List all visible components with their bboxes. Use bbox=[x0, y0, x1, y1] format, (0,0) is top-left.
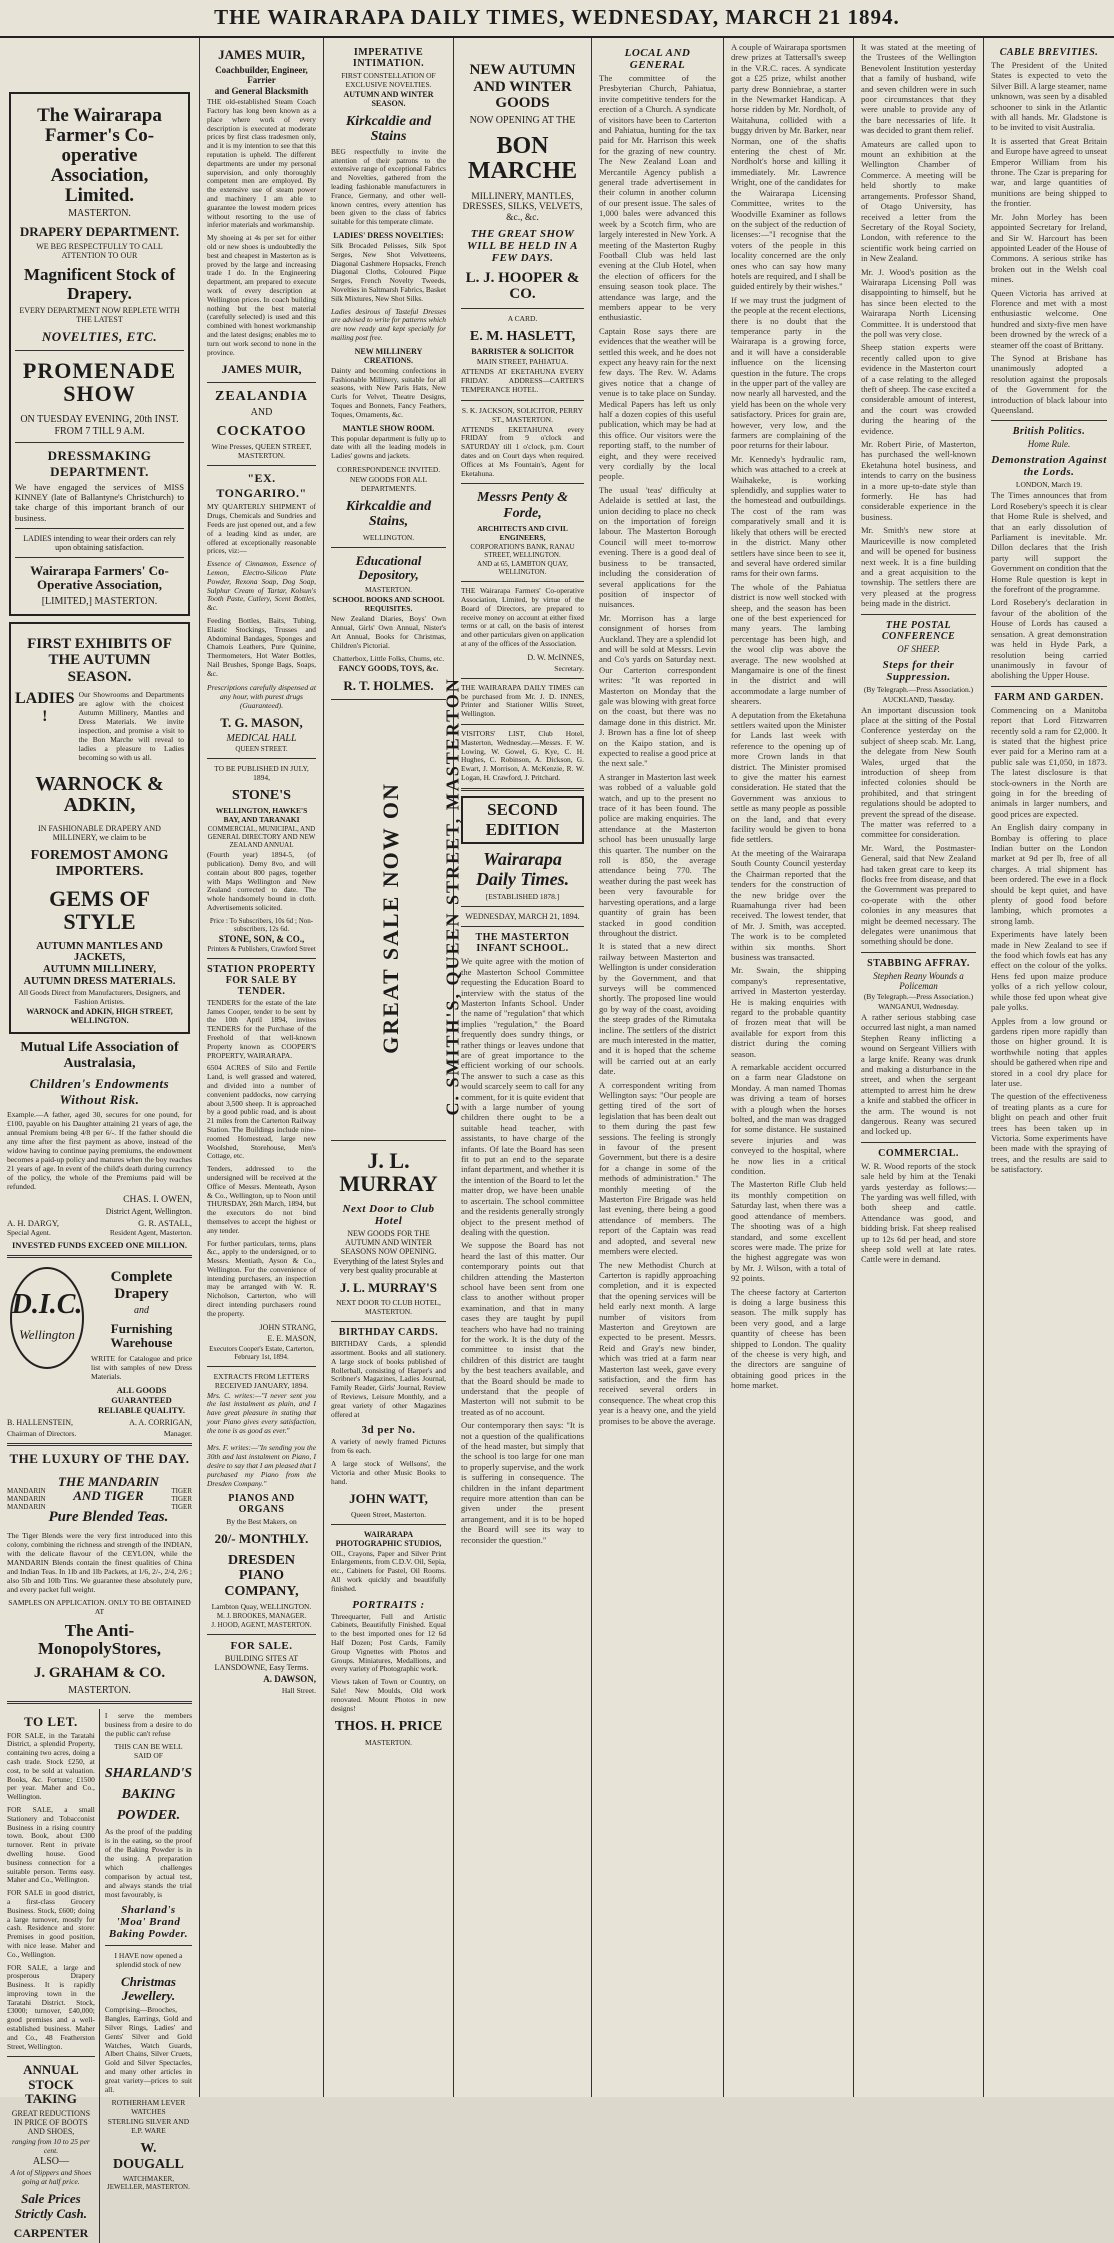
auckland: AUCKLAND, Tuesday. bbox=[882, 694, 955, 704]
further: For further particulars, terms, plans &c., apply to the undersigned, or to Messrs. Mentiath, Ayson & Co., Wellington. For the convenience of intending purchasers, an inspection may be arranged with W. R. Nicholson, Carterton, who will direct intending purchasers round the property. bbox=[207, 1238, 316, 1318]
xmas-store: ROTHERHAM LEVER WATCHES bbox=[111, 2098, 186, 2117]
kirk2-sub: WELLINGTON. bbox=[362, 532, 415, 542]
assoc-name: Wairarapa Farmers' Co-Operative Association, bbox=[30, 563, 169, 593]
local-text3: The usual 'teas' difficulty at Adelaide is settled at last, the union deciding to place no check on the importation of foreign labour. The Masterton Borough Council will meet to-morrow evening. There is a good deal of business to be transacted, including the consideration of several applications for the position of inspector of nuisances. bbox=[599, 484, 716, 610]
xmas-text: Comprising—Brooches, Bangles, Earrings, Gold and Silver Rings, Ladies' and Gents' Silver and Gold Watches, Watch Guards, Albert Chains, Silver Cruets, Gold and Silver Spectacles, and many other articles in great variety—prices to suit all. bbox=[104, 2005, 192, 2094]
birthday: BIRTHDAY CARDS. bbox=[338, 1327, 439, 1339]
hallenstein-title: Chairman of Directors. bbox=[7, 1428, 77, 1438]
gems: GEMS OF STYLE bbox=[49, 886, 150, 935]
stab-tel: (By Telegraph.—Press Association.) bbox=[863, 991, 974, 1001]
assoc-sub: [LIMITED,] MASTERTON. bbox=[41, 595, 158, 607]
dresden-sub: Lambton Quay, WELLINGTON. bbox=[211, 1601, 312, 1611]
mantle-text: This popular department is fully up to date with all the leading models in Ladies' gowns and jackets. bbox=[331, 433, 446, 461]
kirk2: Kirkcaldie and Stains, bbox=[345, 498, 432, 530]
postal-text2: Mr. Ward, the Postmaster-General, said that New Zealand had taken great care to keep its flocks free from disease, and that the Government was prepared to co-operate with the other colonies in any measures that might be deemed necessary. The delegates were unanimous that something should be done. bbox=[861, 842, 976, 947]
column-7 bbox=[854, 38, 984, 2097]
demo-text2: Lord Rosebery's declaration in favour of the abolition of the House of Lords has caused a sensation. A great demonstration was held in Hyde Park, a resolution being carried unanimously in favour of abolishing the Upper House. bbox=[991, 597, 1107, 681]
mutual-heading: Mutual Life Association of Australasia, bbox=[20, 1040, 179, 1071]
c6-text8: A remarkable accident occurred on a farm near Gladstone on Monday. A man named Thomas was driving a team of horses with a plough when the horses bolted, and the man was dragged for some distance. He sustained severe injuries and was conveyed to the hospital, where he now lies in a critical condition. bbox=[731, 1062, 846, 1177]
perrin-sub: ARCHITECTS AND CIVIL ENGINEERS, bbox=[477, 524, 568, 543]
stab-text: A rather serious stabbing case occurred last night, a man named Stephen Reany inflicting a wound on Sergeant Villiers with a large knife. Reany was drunk and making a disturbance in the street, and when the sergeant attempted to arrest him he drew a knife and stabbed the officer in the arm. The wound is not dangerous. Reany was secured and locked up. bbox=[861, 1011, 976, 1137]
perrin-addr: CORPORATION'S BANK, RANAU STREET, WELLINGTON. bbox=[470, 543, 575, 560]
powder: POWDER. bbox=[116, 1808, 181, 1824]
portraits-text: Threequarter, Full and Artistic Cabinets, Beautifully Finished. Equal to the best imported ones for 12 6d Half Dozen; Post Cards, Family Group Vignettes with Photos and Groups. Miniatures, Medallions, and every variety of Photographic work. bbox=[331, 1611, 446, 1674]
extract-text: Mrs. C. writes:—"I never sent you the last instalment as plain, and I have great pleasure in stating that your Piano gives every satisfaction, the tone is as good as ever." Mrs. F. writes:—"In sending you the 30th and last instalment on Piano, I desire to say that I am pleased that I purchased my Piano from the Dresden Company." bbox=[207, 1390, 316, 1488]
kirk-text: BEG respectfully to invite the attention of their patrons to the extensive range of exceptional Fabrics and Novelties, gathered from the leading fashionable manufacturers in France, Germany, and other well-known centres, every attention has been given to the class of fabrics suitable for this temperate climate. bbox=[331, 146, 446, 227]
pure-blended: Pure Blended Teas. bbox=[48, 1509, 169, 1526]
let-ad-4: FOR SALE, a large and prosperous Drapery Business. It is rapidly improving town in the Taratahi District. Stock, £3000; turnover, £40,000; good premises and a well-established business. Maher and Co., 48 Featherston Street, Wellington. bbox=[7, 1962, 95, 2051]
british: British Politics. bbox=[1012, 426, 1086, 438]
edu-place: MASTERTON. bbox=[364, 585, 413, 595]
carpenter: CARPENTER bbox=[13, 2225, 89, 2240]
postal-sub: OF SHEEP. bbox=[897, 643, 940, 654]
mason-place: QUEEN STREET. bbox=[235, 744, 288, 753]
wanganui: WANGANUI, Wednesday. bbox=[878, 1001, 959, 1011]
dic-logo bbox=[7, 1263, 87, 1373]
ladies-dress: LADIES' DRESS NOVELTIES: bbox=[333, 230, 444, 240]
acres-text: 6504 ACRES of Silo and Fertile Land, is well grassed and watered, and divided into a number of convenient paddocks, now carrying about 3,500 sheep. It is approached by a good public road, and is about 21 miles from the Carterton Railway Station. The Buildings include nine-roomed Homestead, large new Woolshed, Storehouse, Men's Cottage, etc. bbox=[207, 1063, 316, 1161]
vertical-sale-1: GREAT SALE NOW ON bbox=[378, 781, 403, 1054]
c6-text6: At the meeting of the Wairarapa South County Council yesterday the Chairman reported that the tenders for the construction of the new bridge over the Ruamahunga river had been received. The lowest tender, that of Mr. J. Smith, was accepted. The work is to be completed within six months. Short business was transacted. bbox=[731, 847, 846, 962]
ladies-text: Our Showrooms and Departments are aglow with the choicest Autumn Millinery, Mantles and Dress Materials. We invite inspection, and promise a visit to the Bon Marche will reveal to ladies a pleasure to Ladies becoming so with us all. bbox=[78, 690, 184, 763]
furnishing: Furnishing Warehouse bbox=[110, 1321, 173, 1351]
and-word: AND bbox=[250, 406, 273, 418]
let-ad-3: FOR SALE in good district, a first-class Grocery Business. Stock, £600; doing a large turnover, mostly for cash. Residence and store: Premises in good position, with nice lease. Maher and Co., Wellington. bbox=[7, 1888, 95, 1959]
mantle: MANTLE SHOW ROOM. bbox=[342, 423, 435, 433]
farm-text2: An English dairy company in Bombay is offering to place Indian butter on the London market at 9d per lb, free of all charges. A trial shipment has been ordered. The ewe in a flock should be kept quiet, and have plenty of good food before lambing, which promotes a strong lamb. bbox=[991, 822, 1107, 926]
to-let-column bbox=[7, 1709, 100, 2243]
dir-price: Price : To Subscribers, 10s 6d ; Non-subscribers, 12s 6d. bbox=[209, 916, 314, 933]
dresden-local: J. HOOD, AGENT, MASTERTON. bbox=[211, 1620, 312, 1629]
dougall: W. DOUGALL bbox=[113, 2141, 184, 2172]
muir-name2: JAMES MUIR, bbox=[221, 362, 302, 377]
stabbing: STABBING AFFRAY. bbox=[867, 957, 970, 969]
cable-text5: The Synod at Brisbane has unanimously adopted a resolution against the proposals of the Government for the introduction of black labour into Queensland. bbox=[991, 352, 1107, 415]
farm-text4: Apples from a low ground or gardens ripen more rapidly than those on higher ground. It is worthwhile noting that apples should be gathered when ripe and stored in a cool dry place for later use. bbox=[991, 1015, 1107, 1088]
baking: BAKING bbox=[121, 1786, 176, 1802]
school: SCHOOL BOOKS AND SCHOOL REQUISITES. bbox=[332, 595, 445, 614]
edu: Educational Depository, bbox=[355, 552, 422, 582]
postal-text: An important discussion took place at the sitting of the Postal Conference yesterday on the subject of sheep scab. Mr. Lang, the delegate from New South Wales, urged that the introduction of sheep from infected colonies should be prohibited, and that stringent regulations should be adopted to prevent the spread of the disease. The matter was referred to a committee for consideration. bbox=[861, 704, 976, 840]
autumn: AUTUMN AND WINTER SEASON. bbox=[343, 90, 434, 108]
hooper: L. J. HOOPER & CO. bbox=[465, 269, 580, 303]
c7-text5: Mr. Robert Pirie, of Masterton, has purchased the well-known Eketahuna hotel business, and intends to carry on the business in a more up-to-date style than formerly. He has had considerable experience in the business. bbox=[861, 439, 976, 522]
murray: J. L. MURRAY bbox=[339, 1147, 438, 1196]
let-ad-1: FOR SALE, in the Taratahi District, a splendid Property, containing two acres, doing a cash trade. Stock £250, at cost, to be sold at valuation. Books, &c. Fortune; £1500 per year. Maher and Co., Wellington. bbox=[7, 1730, 95, 1802]
stock: A large stock of Wellsons', the Victoria and other Music Books to hand. bbox=[331, 1459, 446, 1486]
novelties: NOVELTIES, ETC. bbox=[41, 329, 158, 345]
and-word: and bbox=[134, 1305, 149, 1317]
haslett-addr: MAIN STREET, PAHIATUA. bbox=[476, 357, 569, 367]
sharland-intro: I serve the members business from a desire to do the public can't refuse bbox=[104, 1710, 192, 1738]
mutual-text: Example.—A father, aged 30, secures for one pound, for £100, payable on his Daughter attaining 21 years of age, the annual Premium being 4/8 per 6/-. If the father should die any time after the first payment as above, instead of the widow having to continue paying premiums, the endowment becomes a paid-up policy and matures when the boy reaches 21 years of age. In event of the child's death during currency of the policy, the whole of the Premiums paid will be refunded. bbox=[7, 1110, 192, 1192]
station-heading: STATION PROPERTY FOR SALE BY TENDER. bbox=[207, 963, 316, 997]
sharland-why: THIS CAN BE WELL SAID OF bbox=[114, 1741, 183, 1760]
moa: Sharland's 'Moa' Brand Baking Powder. bbox=[108, 1903, 188, 1940]
cable-text3: Mr. John Morley has been appointed Secretary for Ireland, and Sir W. Harcourt has been appointed Leader of the House of Commons. A serious strike has broken out in the Welsh coal mines. bbox=[991, 211, 1107, 285]
chatterbox: Chatterbox, Little Folks, Chums, etc. bbox=[332, 654, 445, 664]
kirk: Kirkcaldie and Stains bbox=[345, 114, 432, 145]
watt-sub: Queen Street, Masterton. bbox=[351, 1509, 426, 1519]
xmas: Christmas Jewellery. bbox=[120, 1973, 176, 2004]
muir-name: JAMES MUIR, bbox=[218, 47, 305, 62]
strang: JOHN STRANG, bbox=[259, 1322, 316, 1332]
dresden: DRESDEN PIANO COMPANY, bbox=[224, 1552, 299, 1599]
date-line: WEDNESDAY, MARCH 21, 1894. bbox=[465, 912, 580, 922]
views: Views taken of Town or Country, on Sale! New Moulds, Old work renovated. Mount Photos in new designs! bbox=[331, 1677, 446, 1713]
shipment: MY QUARTERLY SHIPMENT of Drugs, Chemicals and Sundries and Feeds are just opened out, and a few of a leading kind as under, are offered at exceptionally reasonable prices, viz:— bbox=[207, 502, 316, 556]
dargy-name: A. H. DARGY, bbox=[7, 1218, 60, 1229]
cable-text2: It is asserted that Great Britain and Europe have agreed to unseat Emperor William from his throne. The Czar is preparing for war, and large quantities of munitions are being shipped to the frontier. bbox=[991, 135, 1107, 209]
luxury: THE LUXURY OF THE DAY. bbox=[9, 1450, 190, 1466]
gems-1: AUTUMN MANTLES AND JACKETS, bbox=[36, 941, 163, 964]
directory: COMMERCIAL, MUNICIPAL, AND GENERAL DIRECTORY AND NEW ZEALAND ANNUAL bbox=[207, 825, 316, 850]
infant-text3: Our contemporary then says: "It is not a question of the qualifications of the head master, but simply that the school is too large for one man to properly supervise, and the work is suffering in consequence. The children in the infant department require more attention than can be given under the present arrangement, and it is to be hoped the Board will see its way to reconsider the question." bbox=[461, 1420, 584, 1545]
magnificent-heading: Magnificent Stock of Drapery. bbox=[23, 264, 176, 303]
tongariro: "EX. TONGARIRO." bbox=[216, 471, 307, 501]
c6-text7: Mr. Swain, the shipping company's representative, arrived in Masterton yesterday. He is making enquiries with regard to the probable quantity of frozen meat that will be available for export from this district during the coming season. bbox=[731, 965, 846, 1059]
ladies-heading: LADIES ! bbox=[15, 690, 75, 725]
novelty-list: Silk Brocaded Pelisses, Silk Spot Serges, New Shot Velvetteens, Diagonal Cashmere Hopsacks, French Diagonal Cloths, Coloured Pique Serges, French Novelty Tweeds, Novelties in Saltmarsh Fabrics, Basket Silk Mixtures, New Shot Silks. bbox=[331, 240, 446, 303]
xmas-intro: I HAVE now opened a splendid stock of new bbox=[114, 1950, 183, 1969]
warnock-ad bbox=[9, 622, 190, 1034]
demonstration: Demonstration Against the Lords. bbox=[991, 454, 1107, 479]
holmes: R. T. HOLMES. bbox=[343, 678, 434, 694]
farm-text5: The question of the effectiveness of treating plants as a cure for blight on peach and other fruit trees has been taken up in Victoria. Some experiments have been made with the spraying of trees, and the results are said to be satisfactory. bbox=[991, 1091, 1107, 1175]
photo: WAIRARAPA PHOTOGRAPHIC STUDIOS, bbox=[335, 1529, 442, 1548]
mason2-sub: Executors Cooper's Estate, Carterton, February 1st, 1894. bbox=[209, 1344, 314, 1361]
sale-prices: Sale Prices Strictly Cash. bbox=[14, 2191, 88, 2221]
annual-sub: GREAT REDUCTIONS IN PRICE OF BOOTS AND SHOES, bbox=[11, 2109, 91, 2137]
stones: STONE'S bbox=[232, 787, 291, 803]
murray-name: J. L. MURRAY'S bbox=[339, 1279, 438, 1295]
columns bbox=[0, 38, 1114, 2240]
commercial: COMMERCIAL. bbox=[878, 1147, 959, 1159]
mutual-ad bbox=[7, 1040, 192, 1250]
price-h: THOS. H. PRICE bbox=[334, 1719, 443, 1735]
promenade-heading: PROMENADE SHOW bbox=[22, 358, 177, 407]
corrigan-title: Manager. bbox=[163, 1428, 192, 1438]
to-let: TO LET. bbox=[24, 1713, 78, 1729]
drapery-heading: DRAPERY DEPARTMENT. bbox=[19, 223, 180, 239]
bon-marche: BON MARCHE bbox=[467, 132, 578, 184]
sharland: SHARLAND'S bbox=[104, 1765, 192, 1781]
extracts: EXTRACTS FROM LETTERS RECEIVED JANUARY, 1894. bbox=[213, 1371, 310, 1390]
corresp: CORRESPONDENCE INVITED. bbox=[336, 464, 441, 474]
c6-text9: The Masterton Rifle Club held its monthly competition on Saturday last, when there was a good attendance of members. The shooting was of a high standard, and some excellent scores were made. The prize for the highest aggregate was won by Mr. J. Wilson, with a total of 92 points. bbox=[731, 1179, 846, 1284]
demo-text: The Times announces that from Lord Rosebery's speech it is clear that Home Rule is shelved, and that an early dissolution of Parliament is inevitable. Mr. Dillon declares that the Irish party will support the Government on condition that the Home Rule question is kept in the forefront of the programme. bbox=[991, 490, 1107, 595]
watt: JOHN WATT, bbox=[349, 1491, 428, 1507]
dressmaking-text: We have engaged the services of MISS KINNEY (late of Ballantyne's Christchurch) to take charge of this important branch of our business. bbox=[15, 481, 184, 523]
all-goods: ALL GOODS GUARANTEED RELIABLE QUALITY. bbox=[97, 1384, 186, 1415]
cable-text: The President of the United States is expected to veto the Silver Bill. A large steamer, name unknown, was seen by a disabled schooner to sink in the Atlantic with all hands. Mr. Gladstone is to be invited to visit Australia. bbox=[991, 60, 1107, 133]
mill-text: Dainty and becoming confections in Fashionable Millinery, suitable for all seasons, with New Paris Hats, New Curls for Velvet, Theatre Designs, Toques and Bonnets, Fancy Feathers, Toques, Ornaments, &c. bbox=[331, 365, 446, 419]
let-ad-2: FOR SALE, a small Stationery and Tobacconist Business in a rising country town. Book, about £300 turnover. Rent in private dwelling house. Good business connection for a suitable person. Terms easy. Maher and Co., Wellington. bbox=[7, 1804, 95, 1885]
for-sale: FOR SALE. bbox=[230, 1639, 293, 1652]
tea-right: TIGER TIGER TIGER bbox=[171, 1486, 192, 1511]
murray-text2: Everything of the latest Styles and very best quality procurable at bbox=[333, 1256, 444, 1275]
promenade-time: FROM 7 TILL 9 A.M. bbox=[54, 425, 145, 437]
dawson-sub: Hall Street. bbox=[281, 1685, 316, 1695]
write-text: WRITE for Catalogue and price list with samples of new Dress Materials. bbox=[91, 1353, 192, 1381]
postal-heading: THE POSTAL CONFERENCE bbox=[881, 619, 956, 642]
c6-text4: The whole of the Pahiatua district is now well stocked with sheep, and the season has been one of the best experienced for many years. The lambing percentage has been high, and the wool clip was above the average. The new woolshed at Mangamaire is one of the finest in the district and will accommodate a large number of shearers. bbox=[731, 581, 846, 707]
stone-son: STONE, SON, & CO., bbox=[218, 933, 305, 944]
zealandia: ZEALANDIA bbox=[214, 388, 308, 404]
home-rule: Home Rule. bbox=[1027, 439, 1071, 450]
antimonopoly: The Anti-MonopolyStores, bbox=[38, 1620, 161, 1659]
corrigan: A. A. CORRIGAN, bbox=[129, 1417, 192, 1427]
millinery: NEW MILLINERY CREATIONS. bbox=[354, 346, 423, 365]
directory-text: (Fourth year) 1894-5, (of publication). Demy 8vo, and will contain about 800 pages, together with Maps Wellington and New Zealand corrected to date. The whole handsomely bound in cloth. Advertisements solicited. bbox=[207, 850, 316, 912]
infant-text: We quite agree with the motion of the Masterton School Committee requesting the Education Board to interview with the status of the Masterton Infants School. Under the name of "regulation" that which implies "regulation," the Board frequently does sundry things, or rather things or leaves undone that are of great importance to the efficient working of our schools. The answer to such a case as this would scarcely seem to call for any comment, for it is quite evident that with a large number of young children there ought to be a suitable head teacher, with assistants, to have charge of the infants. Of late the Board has seen fit to put an end to the separate infant department, and whether it is the intention of the Board to let the matter drop, we have been unable to ascertain. The school committee and the residents generally strongly object to the present method of dealing with the question. bbox=[461, 956, 584, 1237]
column-4 bbox=[454, 38, 592, 2097]
gems-2: AUTUMN MILLINERY, bbox=[42, 964, 156, 976]
dargy-title: Special Agent. bbox=[7, 1228, 51, 1238]
column-3 bbox=[324, 38, 463, 2097]
telegraph: (By Telegraph.—Press Association.) bbox=[863, 684, 974, 694]
perrin-2: AND at 65, LAMBTON QUAY, WELLINGTON. bbox=[477, 560, 568, 577]
foremost: FOREMOST AMONG IMPORTERS. bbox=[30, 848, 169, 879]
tea-text: The Tiger Blends were the very first introduced into this colony, combining the richness and strength of the INDIAN, with the delicate flavour of the CEYLON, while the MANDARIN Blends contain the finest qualities of China and Indian Teas. In 1lb and 1lb Packets, at 1/6, 2/-, 2/4, 2/6 ; also 5lb and 10lb Tins. We guarantee these absolutely pure, and every packet full weight. bbox=[7, 1530, 192, 1594]
eketahuna: ATTENDS EKETAHUNA every FRIDAY from 9 o'clock and SATURDAY till 1 o'clock, p.m. Court dates and on Court days when required. Offices at Ms Fountain's, Agent for Eketahuna. bbox=[461, 424, 584, 478]
coop-text: THE Wairarapa Farmers' Co-operative Association, Limited, by virtue of the Board of Directors, are prepared to receive money on account at either fixed terms or at call, on the basis of interest and other particulars given on application at any of the offices of the Association. bbox=[461, 586, 584, 648]
haslett-note: ATTENDS AT EKETAHUNA EVERY FRIDAY. ADDRESS—CARTER'S TEMPERANCE HOTEL. bbox=[461, 367, 584, 394]
astall-title: Resident Agent, Masterton. bbox=[109, 1228, 192, 1238]
column-8 bbox=[984, 38, 1114, 2097]
farmers-place: MASTERTON. bbox=[68, 207, 131, 219]
complete-drapery: Complete Drapery bbox=[110, 1269, 173, 1302]
steps: Steps for their Suppression. bbox=[882, 658, 955, 683]
c7-text3: Mr. J. Wood's position as the Wairarapa Licensing Poll was disappointing to himself, but he has since been elected to the Wairarapa North Licensing Committee. It is understood that the poll was very close. bbox=[861, 266, 976, 339]
annual-range: ranging from 10 to 25 per cent. bbox=[12, 2137, 90, 2156]
haslett-sub: BARRISTER & SOLICITOR bbox=[471, 347, 574, 357]
stabbing-sub: Stephen Reany Wounds a Policeman bbox=[873, 970, 964, 991]
farm-text: Commencing on a Manitoba report that Lord Fitzwarren recently sold a ram for £2,000. It is stated that the highest price ever paid for a Merino ram at a public sale was £1,050, in 1873. The latest disclosure is that stock-owners in the North are going in for the breeding of animals in larger numbers, and good prices are expected. bbox=[991, 704, 1107, 819]
daily-note: THE WAIRARAPA DAILY TIMES can be purchased from Mr. J. D. INNES, Printer and Stationer Willis Street, Wellington. bbox=[461, 682, 584, 719]
ladies-line: LADIES intending to wear their orders can rely upon obtaining satisfaction. bbox=[23, 534, 176, 553]
pianos: PIANOS AND ORGANS bbox=[228, 1493, 295, 1516]
commercial-text: W. R. Wood reports of the stock sale held by him at the Tenaki yards yesterday as follows:—The yarding was well filled, with both sheep and cattle. Attendance was good, and bidding brisk. Fat sheep realised up to 12s 6d per head, and store sheep sold well at late rates. Cattle were in demand. bbox=[861, 1160, 976, 1265]
paper-name: Wairarapa Daily Times. bbox=[475, 848, 570, 889]
bon-etc: &c., &c. bbox=[506, 212, 539, 223]
infant-heading: THE MASTERTON INFANT SCHOOL. bbox=[475, 932, 570, 955]
sharland-column bbox=[105, 1709, 192, 2243]
price-place: MASTERTON. bbox=[364, 1737, 413, 1747]
c6-text5: A deputation from the Eketahuna settlers waited upon the Minister for Lands last week with reference to the opening up of more Crown lands in that district. The Minister promised to give the matter his earnest consideration. He stated that the Government was anxious to settle as many people as possible on the land, and that every facility would be given to bona fide settlers. bbox=[731, 709, 846, 845]
column-5 bbox=[592, 38, 724, 2097]
edu-list: New Zealand Diaries, Boys' Own Annual, Girls' Own Annual, Nister's Art Annual, Books for Christmas, Children's Pictorial. bbox=[331, 614, 446, 650]
gems-note: All Goods Direct from Manufacturers, Designers, and Fashion Artistes. bbox=[18, 988, 181, 1007]
local-text2: Captain Rose says there are evidences that the weather will be settled this week, and he does not expect any heavy rain for the next few days. The Rev. W. Adams gives notice that a change of venue is to take place on Sunday. Medical Papers has left us only half a dozen copies of this useful publication, which may be had at this office. Our visitors were the reporting staff, to the number of eight, and they were received very cordially by the local people. bbox=[599, 325, 716, 482]
astall-name: G. R. ASTALL, bbox=[138, 1218, 192, 1229]
mcinnes-sub: Secretary. bbox=[554, 663, 584, 673]
also: ALSO— bbox=[32, 2156, 69, 2168]
farmers-ad bbox=[9, 92, 190, 616]
mcinnes: D. W. McINNES, bbox=[527, 652, 584, 662]
prescriptions: Prescriptions carefully dispensed at any hour, with purest drugs (Guaranteed). bbox=[207, 682, 316, 710]
imperative: IMPERATIVE INTIMATION. bbox=[352, 47, 425, 69]
local-text7: A correspondent writing from Wellington says: "Our people are getting tired of the sort of legislation that has been dealt out to them during the past few sessions. The feeling is strongly in favour of the present Government, but there is a desire for a change in some of the methods of administration." The monthly meeting of the Masterton Fire Brigade was held last evening, there being a good attendance of members. The report of the Captain was read and adopted, and several new members were elected. bbox=[599, 1079, 716, 1257]
murray-loc: NEXT DOOR TO CLUB HOTEL, MASTERTON. bbox=[336, 1298, 441, 1317]
variety: A variety of newly framed Pictures from 6s each. bbox=[331, 1437, 446, 1456]
warnock-sub: IN FASHIONABLE DRAPERY AND MILLINERY, we claim to be bbox=[38, 824, 161, 843]
c7-text2: Amateurs are called upon to mount an exhibition at the Wellington Chamber of Commerce. A meeting will be held shortly to make arrangements. Professor Shand, of Otago University, has received a letter from the Secretary of the Royal Society, London, with reference to the scientific work being carried on in New Zealand. bbox=[861, 138, 976, 264]
c6-text10: The cheese factory at Carterton is doing a large business this season. The milk supply has been very good, and a large quantity of cheese has been shipped to London. The quality of the cheese is very high, and the directors are sanguine of obtaining good prices in the home market. bbox=[731, 1286, 846, 1391]
established: [ESTABLISHED 1878.] bbox=[485, 892, 560, 902]
xmas-store2: STERLING SILVER AND E.P. WARE bbox=[107, 2117, 190, 2136]
mutual-sub: Children's Endowments Without Risk. bbox=[29, 1076, 170, 1108]
portraits: PORTRAITS : bbox=[352, 1598, 425, 1611]
hallenstein: B. HALLENSTEIN, bbox=[7, 1417, 73, 1427]
invested: INVESTED FUNDS EXCEED ONE MILLION. bbox=[12, 1240, 187, 1251]
local-text: The committee of the Presbyterian Church, Pahiatua, invite competitive tenders for the erection of a Church. A syndicate of visitors have been to Carterton and Pahiatua, hunting for the tax paid for Mr. Harrison this week for the grazing of new country. The New Zealand Loan and Mercantile Agency publish a general trade advertisement in their column in another column of our present issue. The sales of 1,000 bales were advanced this week by a Scotch firm, who are largely interested in New York. A meeting of the Masterton Rugby Football Club was held last evening at the Club Hotel, when the election of officers for the ensuing season took place. The attendance was large, and the members appear to be very enthusiastic. bbox=[599, 73, 716, 323]
farm: FARM AND GARDEN. bbox=[994, 691, 1104, 703]
vertical-sale-2: C. SMITH'S, QUEEN STREET, MASTERTON bbox=[442, 676, 463, 1116]
cable-heading: CABLE BREVITIES. bbox=[999, 47, 1099, 58]
photo-text: OIL, Crayons, Paper and Silver Print Enlargements, from C.D.V. Oil, Sepia, etc., Cabinets for Pastel, Oil Rooms. All work quickly and beautifully finished. bbox=[331, 1548, 446, 1593]
monthly: 20/- MONTHLY. bbox=[214, 1531, 309, 1547]
warnock-address: WARNOCK and ADKIN, HIGH STREET, WELLINGTON. bbox=[26, 1007, 173, 1026]
farm-text3: Experiments have lately been made in New Zealand to see if the food which fowls eat has any effect on the colour of the yolks. Hens fed upon maize produce yolks of a rich yellow colour, while those fed upon wheat give pale yolks. bbox=[991, 929, 1107, 1013]
birthday-text: BIRTHDAY Cards, a splendid assortment. Books and all stationery. A large stock of books published of Rollerball, consisting of Harper's and Scribner's Magazines, Ladies Journal, Family Reader, Girls' Journal, Review of Reviews, Leisure Monthly, and a great variety of other Magazines offered at bbox=[331, 1339, 446, 1419]
stone-son-sub: Printers & Publishers, Crawford Street bbox=[207, 944, 316, 953]
station-text: TENDERS for the estate of the late James Cooper, tender to be sent by the 10th April 1894, invites TENDERS for the Purchase of the Freehold of that well-known Property known as COOPER'S PROPERTY, WAIRARAPA. bbox=[207, 997, 316, 1060]
drapery-intro: WE BEG RESPECTFULLY TO CALL ATTENTION TO OUR bbox=[36, 241, 163, 260]
muir-text: THE old-established Steam Coach Factory has long been known as a place where work of every description is executed at moderate prices by first class tradesmen only, and it is my intention to see that this reputation is upheld. The different departments are under my personal supervision, and only thoroughly competent men are employed. By the extensive use of steam power and machinery I am able to guarantee the lowest modern prices without resorting to the use of inferior materials and workmanship. bbox=[207, 97, 316, 230]
cockatoo-sub: Wine Presses, QUEEN STREET, MASTERTON. bbox=[211, 442, 312, 461]
column-1 bbox=[0, 38, 200, 2240]
column-2 bbox=[200, 38, 324, 2097]
now-opening: NOW OPENING AT THE bbox=[469, 114, 576, 126]
dresden-mgr: M. J. BROOKES, MANAGER. bbox=[216, 1611, 307, 1620]
london: LONDON, March 19. bbox=[1015, 480, 1083, 490]
jackson: S. K. JACKSON, SOLICITOR, PERRY ST., MASTERTON. bbox=[461, 405, 584, 424]
first-const: FIRST CONSTELLATION OF EXCLUSIVE NOVELTIES. bbox=[341, 71, 436, 89]
owen-title: District Agent, Wellington. bbox=[105, 1207, 192, 1217]
card: A CARD. bbox=[507, 313, 538, 323]
samples: SAMPLES ON APPLICATION. ONLY TO BE OBTAINED AT bbox=[8, 1597, 191, 1616]
owen-name: CHAS. I. OWEN, bbox=[123, 1195, 192, 1206]
c7-text1: It was stated at the meeting of the Trustees of the Wellington Benevolent Institution yesterday that a family of husband, wife and seven children were in such poor circumstances that they were unable to provide any of the bare necessaries of life. It was decided to grant them relief. bbox=[861, 42, 976, 136]
feeding: Feeding Bottles, Baits, Tubing, Elastic Stockings, Trusses and Abdominal Bandages, Sponges and Chamois Leathers, Pure Quinine, Thermometers, Hot Water Bottles, Nail Brushes, Sponge Bags, Soaps, &c. bbox=[207, 615, 316, 678]
dawson: A. DAWSON, bbox=[263, 1673, 316, 1684]
published: TO BE PUBLISHED IN JULY, 1894, bbox=[214, 763, 309, 782]
mason2: E. E. MASON, bbox=[267, 1333, 316, 1343]
local-text6: It is stated that a new direct railway between Masterton and Wellington is under consideration by the Government, and that surveys will be commenced shortly. The proposed line would go by way of the coast, avoiding the steep grades of the Rimutaka incline. The settlers of the district are much interested in the matter, and it is hoped that the scheme will be carried out at an early date. bbox=[599, 941, 716, 1077]
per-no: 3d per No. bbox=[361, 1424, 416, 1437]
graham-place: MASTERTON. bbox=[68, 1684, 131, 1696]
dougall-sub: WATCHMAKER, JEWELLER, MASTERTON. bbox=[106, 2175, 190, 2192]
exhib-heading: FIRST EXHIBITS OF THE AUTUMN SEASON. bbox=[27, 635, 172, 685]
dic-city: Wellington bbox=[19, 1327, 75, 1343]
infant-text2: We suppose the Board has not heard the last of this matter. Our contemporary points out that children attending the Masterton school have been sent from one class to another without proper examination, and that in many cases they are taught by pupil teachers who have had no training for the work. It is the duty of the committee to insist that the children of this district are taught by the best teachers available, and that the Board should be made to understand that the people of Masterton will not submit to be treated as of no account. bbox=[461, 1240, 584, 1417]
warnock-name: WARNOCK & ADKIN, bbox=[35, 773, 164, 817]
new-goods: NEW GOODS FOR ALL DEPARTMENTS. bbox=[349, 474, 428, 493]
cockatoo: COCKATOO bbox=[216, 423, 307, 439]
local-heading: LOCAL AND GENERAL bbox=[624, 47, 691, 71]
new-autumn: NEW AUTUMN AND WINTER GOODS bbox=[469, 62, 576, 111]
bon-list: MILLINERY, MANTLES, DRESSES, SILKS, VELVETS, bbox=[462, 191, 583, 212]
mason-sub: MEDICAL HALL bbox=[226, 732, 297, 744]
dic-logo-art bbox=[7, 1263, 87, 1373]
muir-text2: My shoeing at 4s per set for either old or new shoes is undoubtedly the best and cheapest in Masterton as is proved by the large and increasing trade I do. In the Engineering department, am prepared to execute work of every description at Wellington prices. In coach building nothing but the best material (carefully selected) is used and this combined with honest workmanship and the latest designs; enables me to turn out work second to none in the province. bbox=[207, 233, 316, 357]
tea-left: MANDARIN MANDARIN MANDARIN bbox=[7, 1486, 46, 1511]
annual-stock: ANNUAL STOCK TAKING bbox=[23, 2062, 79, 2107]
local-text4: Mr. Morrison has a large consignment of horses from Auckland. They are a splendid lot and will be sold at Messrs. Levin and Co's yards on Saturday next. Our Carterton correspondent writes: "It was reported in Masterton on Monday that the gale was blowing with great force on the coast, but there was no damage done in this district. Mr. J. Brown has a fine lot of sheep on the Kaipo station, and is expected to realise a good price at the next sale." bbox=[599, 612, 716, 769]
perrin: Messrs Penty & Forde, bbox=[477, 490, 568, 521]
sharland-text: As the proof of the pudding is in the eating, so the proof of the Baking Powder is in the using. A preparation which challenges comparison by actual test, and always stands the trial most favourably, is bbox=[104, 1826, 192, 1899]
also-items: A lot of Slippers and Shoes going at half price. bbox=[10, 2168, 92, 2187]
ladies-note: Ladies desirous of Tasteful Dresses are advised to write for patterns which are now ready and kept specially for mailing post free. bbox=[331, 306, 446, 342]
fancy: FANCY GOODS, TOYS, &c. bbox=[338, 664, 439, 674]
c7-text6: Mr. Smith's new store at Mauriceville is now completed and will be opened for business next week. It is a fine building and a great acquisition to the township. The settlers there are very pleased at the progress being made in the district. bbox=[861, 525, 976, 609]
haslett: E. M. HASLETT, bbox=[469, 328, 576, 344]
graham: J. GRAHAM & CO. bbox=[33, 1665, 166, 1682]
farmers-title: The Wairarapa Farmer's Co-operative Association, Limited. bbox=[37, 105, 162, 206]
pianos-sub: By the Best Makers, on bbox=[226, 1517, 297, 1527]
every-dept: EVERY DEPARTMENT NOW REPLETE WITH THE LATEST bbox=[19, 306, 180, 325]
building: BUILDING SITES AT LANSDOWNE, Easy Terms. bbox=[214, 1653, 309, 1672]
local-text5: A stranger in Masterton last week was robbed of a valuable gold watch, and up to the present no trace of it has been found. The police are making enquiries. The attendance at the Masterton school has been unusually large this quarter. The number on the roll is 850, the average attendance being 770. The weather during the past week has been very favourable for harvesting operations, and a large quantity of grain has been stacked in good condition throughout the district. bbox=[599, 771, 716, 938]
promenade-date: ON TUESDAY EVENING, 20th INST. bbox=[20, 413, 179, 425]
c6-text2: If we may trust the judgment of the people at the recent elections, there is no doubt that the temperance party in the Wairarapa is a growing force, and it will have a considerable influence on the licensing question in the future. The crops in the upper part of the valley are now nearly all harvested, and the yield has been on the whole very satisfactory. Prices for grain are, however, very low, and the farmers are complaining of the poor returns for their labour. bbox=[731, 294, 846, 451]
great-show: THE GREAT SHOW WILL BE HELD IN A FEW DAYS. bbox=[467, 227, 578, 264]
dic-ad bbox=[7, 1263, 192, 1416]
shipment-items: Essence of Cinnamon, Essence of Lemon, Electro-Silicon Plate Powder, Rexona Soap, Dog Soap, Sulphur Cream of Tartar, Kolsun's Tooth Paste, Cutlery, Scent Bottles, &c. bbox=[207, 559, 316, 613]
gems-3: AUTUMN DRESS MATERIALS. bbox=[23, 976, 176, 988]
next-door: Next Door to Club Hotel bbox=[342, 1202, 435, 1227]
wellington-dir: WELLINGTON, HAWKE'S BAY, AND TARANAKI bbox=[215, 806, 308, 825]
second-edition: SECOND EDITION bbox=[461, 796, 584, 844]
cable-text4: Queen Victoria has arrived at Florence and met with a most enthusiastic welcome. One hundred and sixty-five men have been drowned by the wreck of a steamer off the coast of Brittany. bbox=[991, 287, 1107, 350]
masthead: THE WAIRARAPA DAILY TIMES, WEDNESDAY, MARCH 21 1894. bbox=[0, 0, 1114, 38]
muir-trade: Coachbuilder, Engineer, Farrier bbox=[215, 65, 308, 86]
column-6 bbox=[724, 38, 854, 2097]
dic-name: D.I.C. bbox=[11, 1289, 83, 1321]
murray-text: NEW GOODS FOR THE AUTUMN AND WINTER SEASONS NOW OPENING. bbox=[340, 1228, 437, 1256]
tenders-close: Tenders, addressed to the undersigned will be received at the Office of Messrs. Menteath, Ayson & Co., Wellington, up to Noon until THURSDAY, 26th March, 1894, but the executors do not bind themselves to accept the highest or any tender. bbox=[207, 1164, 316, 1235]
mandarin: THE MANDARIN AND TIGER bbox=[58, 1473, 159, 1503]
dressmaking-heading: DRESSMAKING DEPARTMENT. bbox=[47, 447, 152, 479]
c6-text1: A couple of Wairarapa sportsmen drew prizes at Tattersall's sweep in the V.R.C. races. A syndicate got a £25 prize, whilst another party drew Bonniebrae, a starter in the Newmarket Handicap. A horse ridden by Mr. Nordholt, of Waitahuna, collided with a buggy driven by Mr. Barker, near Norman, one of the shafts entering the chest of Mr. Nordholt's horse and killing it immediately. Mr. Lawrence Wright, one of the candidates for the Wairarapa Licensing Committee, writes to the Woodville Examiner as follows on the subject of the reduction of licenses:—"I recognise that the voters of the people in this locality concerned are the only ones who can say how many hotels are required, and I shall be guided entirely by their wishes." bbox=[731, 42, 846, 292]
local-text8: The new Methodist Church at Carterton is rapidly approaching completion, and it is expected that the opening services will be held early next month. A large number of visitors from Masterton and Greytown are expected to be present. Messrs. Reid and Gray's new binder, which was tried at a farm near Masterton last week, gave every satisfaction, and the firm has received several orders in consequence. The wheat crop this year is a heavy one, and the yield promises to be above the average. bbox=[599, 1259, 716, 1426]
c6-text3: Mr. Kennedy's hydraulic ram, which was attached to a creek at Waihakeke, is working splendidly, and supplies water to the homestead and outbuildings. The cost of the ram was comparatively small and it is likely that others will be erected in the district. Many other settlers have since been to see it, and several have ordered similar rams for their own farms. bbox=[731, 453, 846, 579]
visitors: VISITORS' LIST, Club Hotel, Masterton, Wednesday.—Messrs. F. W. Lowing, W. Gowel, G. Kye, C. H. Hughes, C. Robinson, A. Dickson, G. Ewart, J. Morrison, A. McKenzie, R. W. Logan, H. Crawford, J. Pritchard. bbox=[461, 728, 584, 782]
mason: T. G. MASON, bbox=[220, 714, 303, 730]
c7-text4: Sheep station experts were recently called upon to give evidence in the Masterton court of a case relating to the alleged theft of sheep. The case excited a considerable amount of interest, and the court was crowded during the hearing of the evidence. bbox=[861, 342, 976, 436]
tea-ad bbox=[7, 1451, 192, 1696]
muir-trade2: and General Blacksmith bbox=[214, 86, 309, 97]
